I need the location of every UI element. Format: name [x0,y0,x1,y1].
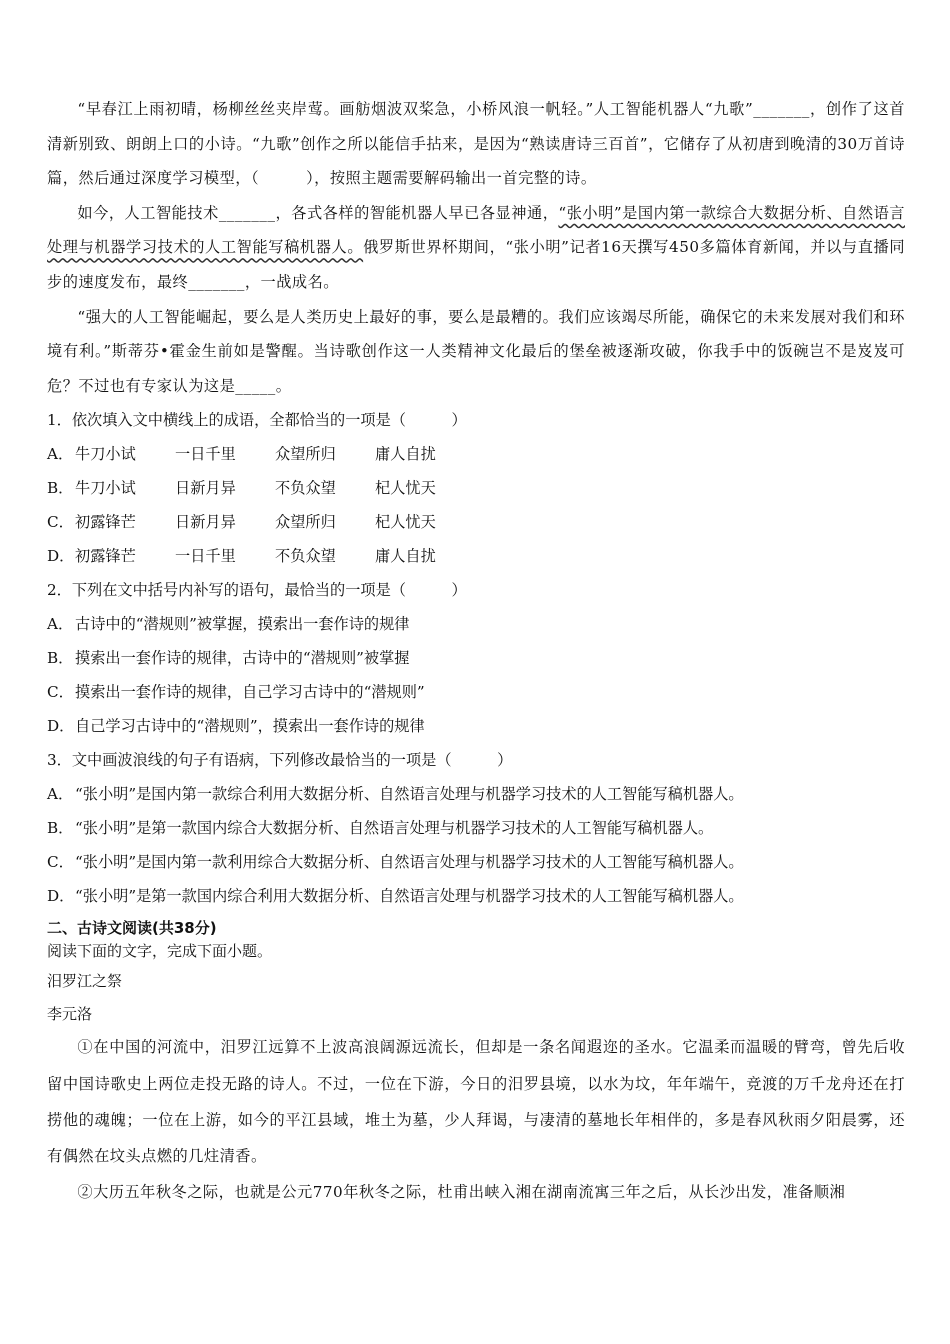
question-3-option-b[interactable] [47,811,905,845]
option-label: D． [47,547,75,566]
option-text: 摸索出一套作诗的规律，古诗中的“潜规则”被掌握 [75,649,410,668]
option-label: C． [47,513,74,532]
passage-paragraph-3: “强大的人工智能崛起，要么是人类历史上最好的事，要么是最糟的。我们应该竭尽所能，确保它的未来发展对我们和环境有利。”斯蒂芬•霍金生前如是警醒。当诗歌创作这一人类精神文化最后的堡垒被逐渐攻破，你我手中的饭碗岂不是岌岌可危？不过也有专家认为这是_____。 [47,307,905,395]
question-3-option-a[interactable] [47,777,905,811]
question-2-option-a[interactable] [47,607,905,641]
option-text: 古诗中的“潜规则”被掌握，摸索出一套作诗的规律 [75,615,410,634]
question-3-stem: 3．文中画波浪线的句子有语病，下列修改最恰当的一项是（ ） [47,751,513,770]
passage-paragraph-2-start: 如今，人工智能技术_______，各式各样的智能机器人早已各显神通， [77,203,559,222]
idiom: 不负众望 [275,479,336,498]
article-author: 李元洛 [47,1005,93,1024]
option-text: “张小明”是第一款国内综合大数据分析、自然语言处理与机器学习技术的人工智能写稿机器人。 [75,819,714,838]
option-label: D． [47,717,75,736]
section-2-instruction: 阅读下面的文字，完成下面小题。 [47,942,273,961]
question-3-option-d[interactable] [47,879,905,913]
option-text: 摸索出一套作诗的规律，自己学习古诗中的“潜规则” [75,683,425,702]
section-2-title: 二、古诗文阅读(共38分) [47,919,217,938]
idiom: 一日千里 [175,445,236,464]
idiom: 庸人自扰 [375,445,436,464]
wavy-underlined-sentence: “张小明”是国内第一款综合大数据分析、自然语言处理与机器学习技术的人工智能写稿机器人。 [47,203,905,257]
question-2-option-d[interactable] [47,709,905,743]
question-2-stem: 2．下列在文中括号内补写的语句，最恰当的一项是（ ） [47,581,467,600]
exam-page [47,92,905,1210]
passage-paragraph-1: “早春江上雨初晴，杨柳丝丝夹岸莺。画舫烟波双桨急，小桥风浪一帆轻。”人工智能机器人“九歌”_______，创作了这首清新别致、朗朗上口的小诗。“九歌”创作之所以能信手拈来，是因为“熟读唐诗三百首”，它储存了从初唐到晚清的30万首诗篇，然后通过深度学习模型，（ ），按照主题需要解码输出一首完整的诗。 [47,100,905,188]
question-1-option-b[interactable] [47,471,905,505]
article-title: 汨罗江之祭 [47,972,123,991]
idiom: 牛刀小试 [75,479,136,498]
idiom: 众望所归 [275,513,336,532]
passage-paragraph-2 [47,196,905,300]
option-label: A． [47,785,74,804]
idiom: 一日千里 [175,547,236,566]
option-label: A． [47,445,74,464]
option-text: “张小明”是第一款国内综合利用大数据分析、自然语言处理与机器学习技术的人工智能写稿机器人。 [75,887,744,906]
idiom: 初露锋芒 [75,513,136,532]
option-label: D． [47,887,75,906]
option-text: “张小明”是国内第一款综合利用大数据分析、自然语言处理与机器学习技术的人工智能写稿机器人。 [75,785,744,804]
article-paragraph-2: ②大历五年秋冬之际，也就是公元770年秋冬之际，杜甫出峡入湘在湖南流寓三年之后，从长沙出发，准备顺湘 [77,1183,846,1202]
idiom: 初露锋芒 [75,547,136,566]
article-paragraph-1: ①在中国的河流中，汨罗江远算不上波高浪阔源远流长，但却是一条名闻遐迩的圣水。它温柔而温暖的臂弯，曾先后收留中国诗歌史上两位走投无路的诗人。不过，一位在下游，今日的汨罗县境，以水为坟，年年端午，竞渡的万千龙舟还在打捞他的魂魄；一位在上游，如今的平江县域，堆土为墓，少人拜谒，与凄清的墓地长年相伴的，多是春风秋雨夕阳晨雾，还有偶然在坟头点燃的几炷清香。 [47,1038,905,1165]
option-label: C． [47,853,74,872]
passage-paragraph-2-end: 俄罗斯世界杯期间，“张小明”记者16天撰写450多篇体育新闻，并以与直播同步的速度发布，最终_______，一战成名。 [47,238,906,291]
question-1-option-c[interactable] [47,505,905,539]
option-label: C． [47,683,74,702]
option-label: B． [47,819,74,838]
option-text: “张小明”是国内第一款利用综合大数据分析、自然语言处理与机器学习技术的人工智能写稿机器人。 [75,853,744,872]
question-3-option-c[interactable] [47,845,905,879]
idiom: 日新月异 [175,513,236,532]
idiom: 日新月异 [175,479,236,498]
idiom: 庸人自扰 [375,547,436,566]
question-1-option-d[interactable] [47,539,905,573]
question-2-option-b[interactable] [47,641,905,675]
idiom: 不负众望 [275,547,336,566]
option-text: 自己学习古诗中的“潜规则”，摸索出一套作诗的规律 [75,717,425,736]
idiom: 牛刀小试 [75,445,136,464]
question-1-stem: 1．依次填入文中横线上的成语，全都恰当的一项是（ ） [47,411,467,430]
option-label: B． [47,649,74,668]
question-1-option-a[interactable] [47,437,905,471]
option-label: A． [47,615,74,634]
idiom: 杞人忧天 [375,513,436,532]
option-label: B． [47,479,74,498]
idiom: 杞人忧天 [375,479,436,498]
idiom: 众望所归 [275,445,336,464]
question-2-option-c[interactable] [47,675,905,709]
